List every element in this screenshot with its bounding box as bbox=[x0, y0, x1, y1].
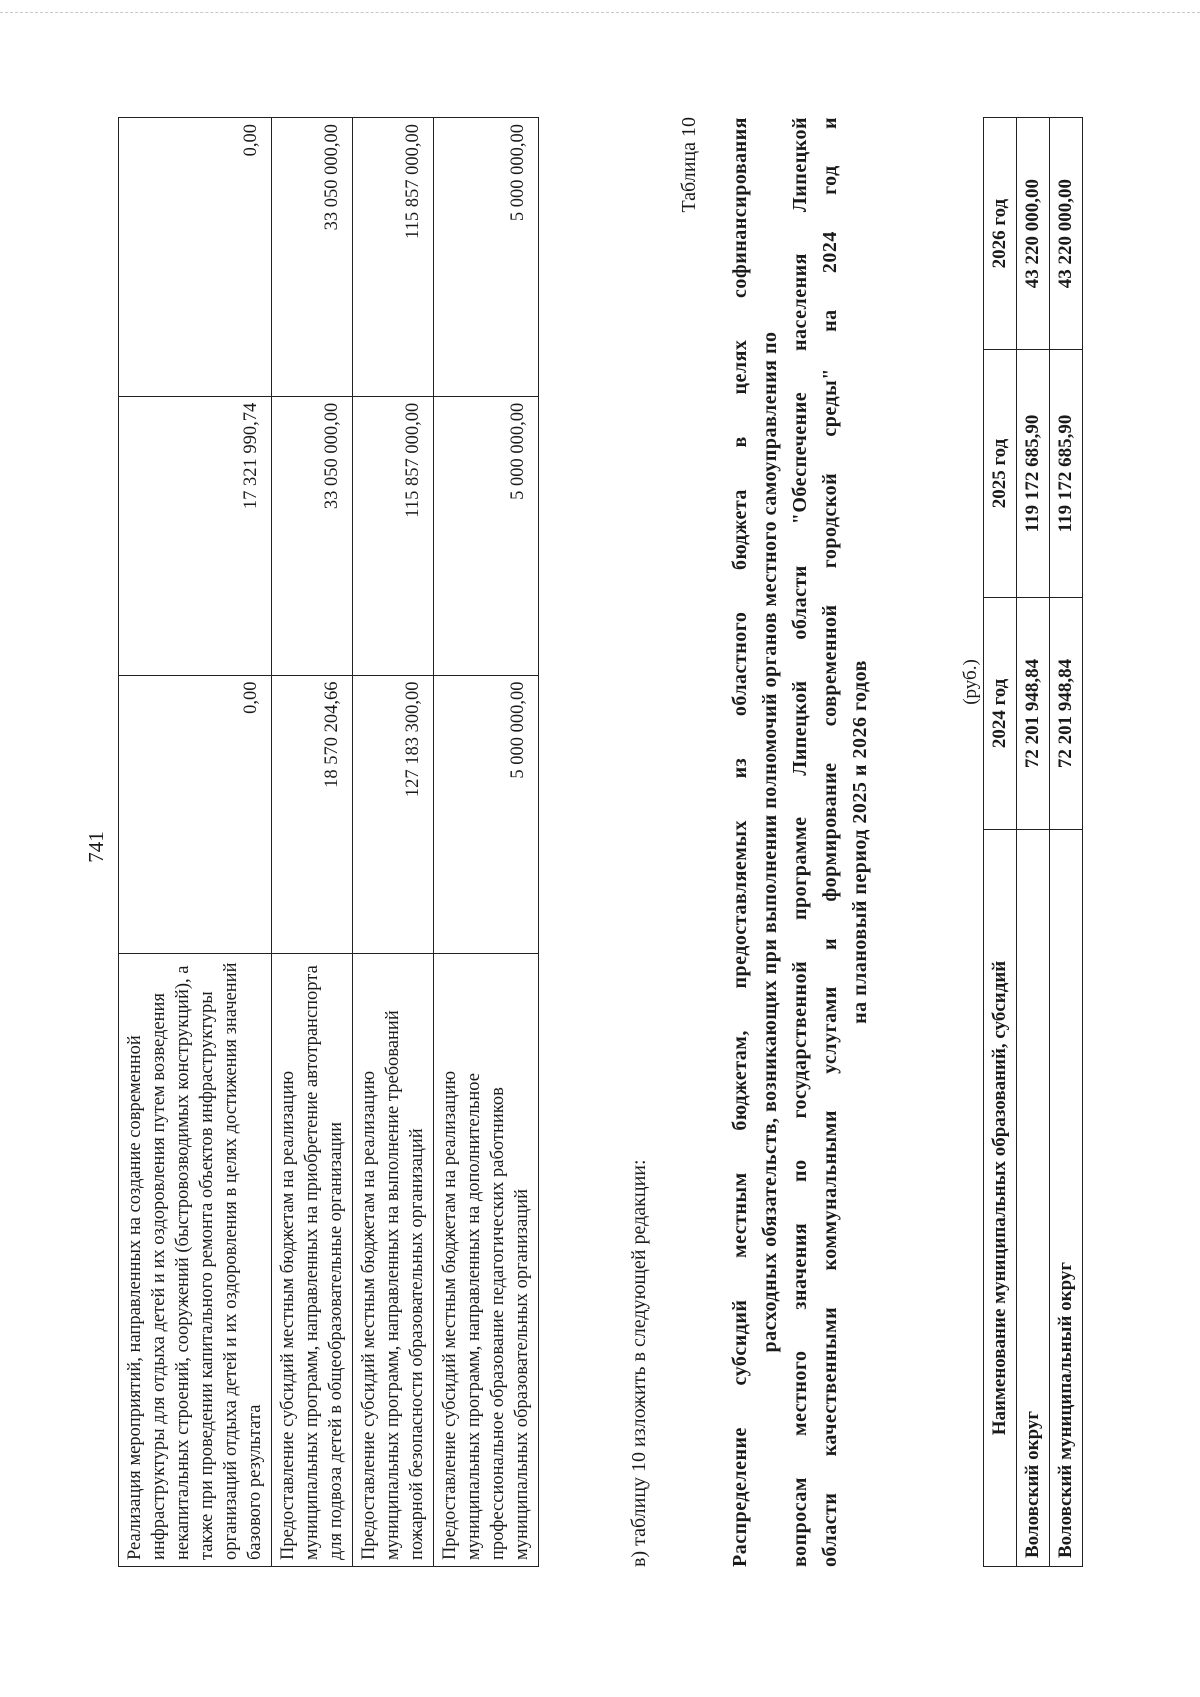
heading-line: вопросам местного значения по государственной программе Липецкой области "Обеспечение населения Липецкой bbox=[789, 117, 811, 1567]
cell-2024: 72 201 948,84 bbox=[1017, 597, 1050, 829]
heading-line: на плановый период 2025 и 2026 годов bbox=[849, 660, 871, 1024]
cell-2026: 5 000 000,00 bbox=[434, 118, 539, 397]
table-row bbox=[119, 118, 272, 1567]
rotated-page bbox=[80, 77, 1120, 1617]
header-2024: 2024 год bbox=[984, 597, 1017, 829]
cell-2024: 127 183 300,00 bbox=[353, 675, 434, 954]
heading-line: расходных обязательств, возникающих при выполнении полномочий органов местного самоуправления по bbox=[759, 331, 781, 1353]
cell-2026: 0,00 bbox=[119, 118, 272, 397]
cell-2024: 72 201 948,84 bbox=[1050, 597, 1083, 829]
table-header-row bbox=[984, 118, 1017, 1567]
subsidy-table-continuation bbox=[118, 117, 539, 1567]
table-row bbox=[353, 118, 434, 1567]
heading-line: Распределение субсидий местным бюджетам, предоставляемых из областного бюджета в целях софинансирования bbox=[729, 117, 751, 1567]
cell-2025: 17 321 990,74 bbox=[119, 396, 272, 675]
cell-2025: 119 172 685,90 bbox=[1050, 350, 1083, 598]
table-row bbox=[272, 118, 353, 1567]
page-number: 741 bbox=[84, 831, 108, 863]
cell-2026: 115 857 000,00 bbox=[353, 118, 434, 397]
row-name: Воловский муниципальный округ bbox=[1050, 830, 1083, 1567]
row-name: Воловский округ bbox=[1017, 830, 1050, 1567]
cell-2025: 115 857 000,00 bbox=[353, 396, 434, 675]
cell-2025: 119 172 685,90 bbox=[1017, 350, 1050, 598]
cell-2024: 0,00 bbox=[119, 675, 272, 954]
subsidy-distribution-table bbox=[983, 117, 1083, 1567]
unit-label: (руб.) bbox=[960, 659, 981, 705]
row-description: Предоставление субсидий местным бюджетам на реализацию муниципальных программ, направленных на приобретение автотранспорта для подвоза детей в общеобразовательные организации bbox=[272, 954, 353, 1567]
header-2026: 2026 год bbox=[984, 118, 1017, 350]
table-label: Таблица 10 bbox=[678, 117, 700, 213]
header-name: Наименование муниципальных образований, субсидий bbox=[984, 830, 1017, 1567]
scan-edge-line bbox=[0, 12, 1200, 13]
cell-2026: 43 220 000,00 bbox=[1017, 118, 1050, 350]
cell-2025: 5 000 000,00 bbox=[434, 396, 539, 675]
row-description: Предоставление субсидий местным бюджетам на реализацию муниципальных программ, направленных на выполнение требований пожарной безопасности образовательных организаций bbox=[353, 954, 434, 1567]
header-2025: 2025 год bbox=[984, 350, 1017, 598]
table-row bbox=[1050, 118, 1083, 1567]
cell-2026: 43 220 000,00 bbox=[1050, 118, 1083, 350]
cell-2024: 5 000 000,00 bbox=[434, 675, 539, 954]
cell-2026: 33 050 000,00 bbox=[272, 118, 353, 397]
cell-2025: 33 050 000,00 bbox=[272, 396, 353, 675]
table-heading bbox=[725, 117, 875, 1567]
amendment-intro: в) таблицу 10 изложить в следующей редакции: bbox=[628, 1159, 650, 1567]
table-row bbox=[434, 118, 539, 1567]
row-description: Предоставление субсидий местным бюджетам на реализацию муниципальных программ, направленных на дополнительное профессиональное образование педагогических работников муниципальных образовательных организаций bbox=[434, 954, 539, 1567]
cell-2024: 18 570 204,66 bbox=[272, 675, 353, 954]
row-description: Реализация мероприятий, направленных на создание современной инфраструктуры для отдыха детей и их оздоровления путем возведения некапитальных строений, сооружений (быстровозводимых конструкций), а также при проведении капитального ремонта объектов инфраструктуры организаций отдыха детей и их оздоровления в целях достижения значений базового результата bbox=[119, 954, 272, 1567]
heading-line: области качественными коммунальными услугами и формирование современной городской среды" на 2024 год и bbox=[819, 117, 841, 1567]
table-row bbox=[1017, 118, 1050, 1567]
